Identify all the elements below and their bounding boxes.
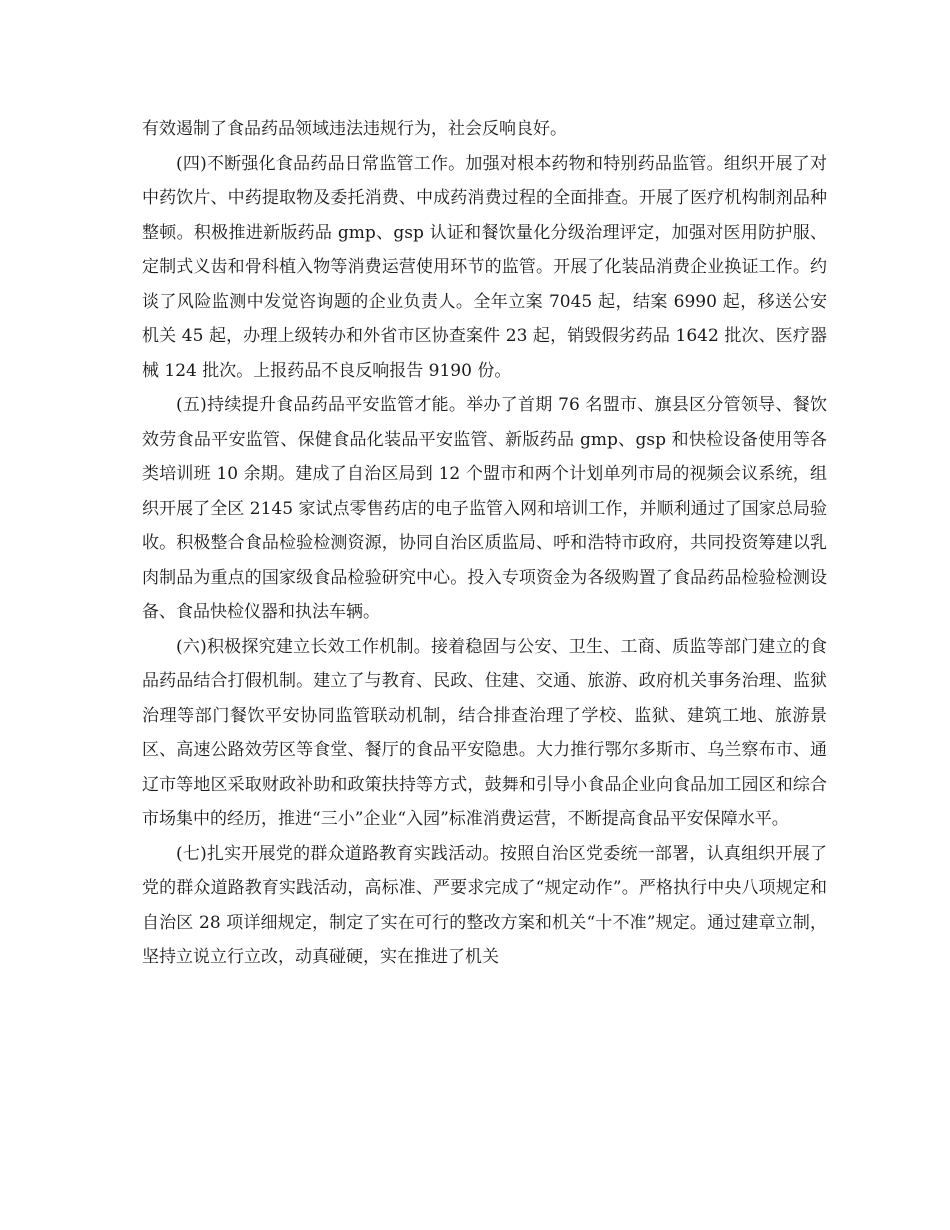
paragraph-mass-line-education: (七)扎实开展党的群众道路教育实践活动。按照自治区党委统一部署，认真组织开展了党的群众道路教育实践活动，高标准、严要求完成了“规定动作”。严格执行中央八项规定和自治区 28 项详细规定，制定了实在可行的整改方案和机关“十不准”规定。通过建章立制，坚持立说立行立改，动真碰硬，实在推进了机关 xyxy=(142,843,827,967)
paragraph-daily-supervision: (四)不断强化食品药品日常监管工作。加强对根本药物和特别药品监管。组织开展了对中药饮片、中药提取物及委托消费、中成药消费过程的全面排查。开展了医疗机构制剂品种整顿。积极推进新版药品 gmp、gsp 认证和餐饮量化分级治理评定，加强对医用防护服、定制式义齿和骨科植入物等消费运营使用环节的监管。开展了化装品消费企业换证工作。约谈了风险监测中发觉咨询题的企业负责人。全年立案 7045 起，结案 6990 起，移送公安机关 45 起，办理上级转办和外省市区协查案件 23 起，销毁假劣药品 1642 批次、医疗器械 124 批次。上报药品不良反响报告 9190 份。 xyxy=(142,153,827,381)
paragraph-long-term-mechanism: (六)积极探究建立长效工作机制。接着稳固与公安、卫生、工商、质监等部门建立的食品药品结合打假机制。建立了与教育、民政、住建、交通、旅游、政府机关事务治理、监狱治理等部门餐饮平安协同监管联动机制，结合排查治理了学校、监狱、建筑工地、旅游景区、高速公路效劳区等食堂、餐厅的食品平安隐患。大力推行鄂尔多斯市、乌兰察布市、通辽市等地区采取财政补助和政策扶持等方式，鼓舞和引导小食品企业向食品加工园区和综合市场集中的经历，推进“三小”企业“入园”标准消费运营，不断提高食品平安保障水平。 xyxy=(142,636,827,829)
paragraph-continuation: 有效遏制了食品药品领域违法违规行为，社会反响良好。 xyxy=(142,119,567,139)
paragraph-capacity-building: (五)持续提升食品药品平安监管才能。举办了首期 76 名盟市、旗县区分管领导、餐饮效劳食品平安监管、保健食品化装品平安监管、新版药品 gmp、gsp 和快检设备使用等各类培训班 10 余期。建成了自治区局到 12 个盟市和两个计划单列市局的视频会议系统，组织开展了全区 2145 家试点零售药店的电子监管入网和培训工作，并顺利通过了国家总局验收。积极整合食品检验检测资源，协同自治区质监局、呼和浩特市政府，共同投资筹建以乳肉制品为重点的国家级食品检验研究中心。投入专项资金为各级购置了食品药品检验检测设备、食品快检仪器和执法车辆。 xyxy=(142,395,827,622)
document-page xyxy=(142,112,827,975)
